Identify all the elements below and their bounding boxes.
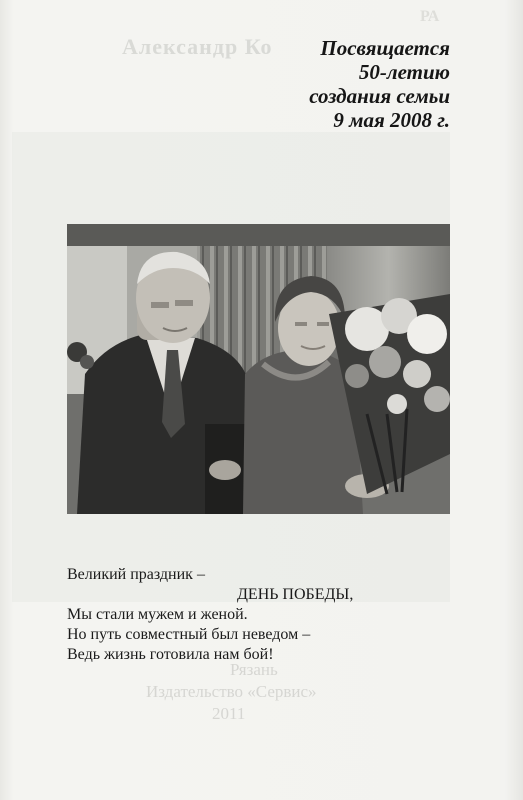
poem-line-2: ДЕНЬ ПОБЕДЫ, — [237, 586, 354, 603]
show-through-city: Рязань — [230, 660, 278, 679]
dedication-line-2: 50-летию — [358, 60, 450, 84]
dedication-line-4: 9 мая 2008 г. — [333, 108, 450, 132]
poem-line-1: Великий праздник – — [67, 566, 205, 583]
show-through-corner-text: РА — [420, 8, 440, 25]
show-through-author: Александр Ко — [122, 34, 273, 59]
show-through-publisher: Издательство «Сервис» — [146, 682, 317, 701]
show-through-year: 2011 — [212, 704, 246, 723]
dedication-line-3: создания семьи — [309, 84, 450, 108]
dedication — [190, 36, 450, 132]
poem-line-5: Ведь жизнь готовила нам бой! — [67, 646, 274, 663]
poem-line-4: Но путь совместный был неведом – — [67, 626, 311, 643]
couple-photo-illustration — [67, 224, 450, 514]
dedication-line-1: Посвящается — [320, 36, 450, 60]
couple-photo — [67, 224, 450, 514]
poem-line-3: Мы стали мужем и женой. — [67, 606, 248, 623]
poem — [67, 565, 387, 665]
